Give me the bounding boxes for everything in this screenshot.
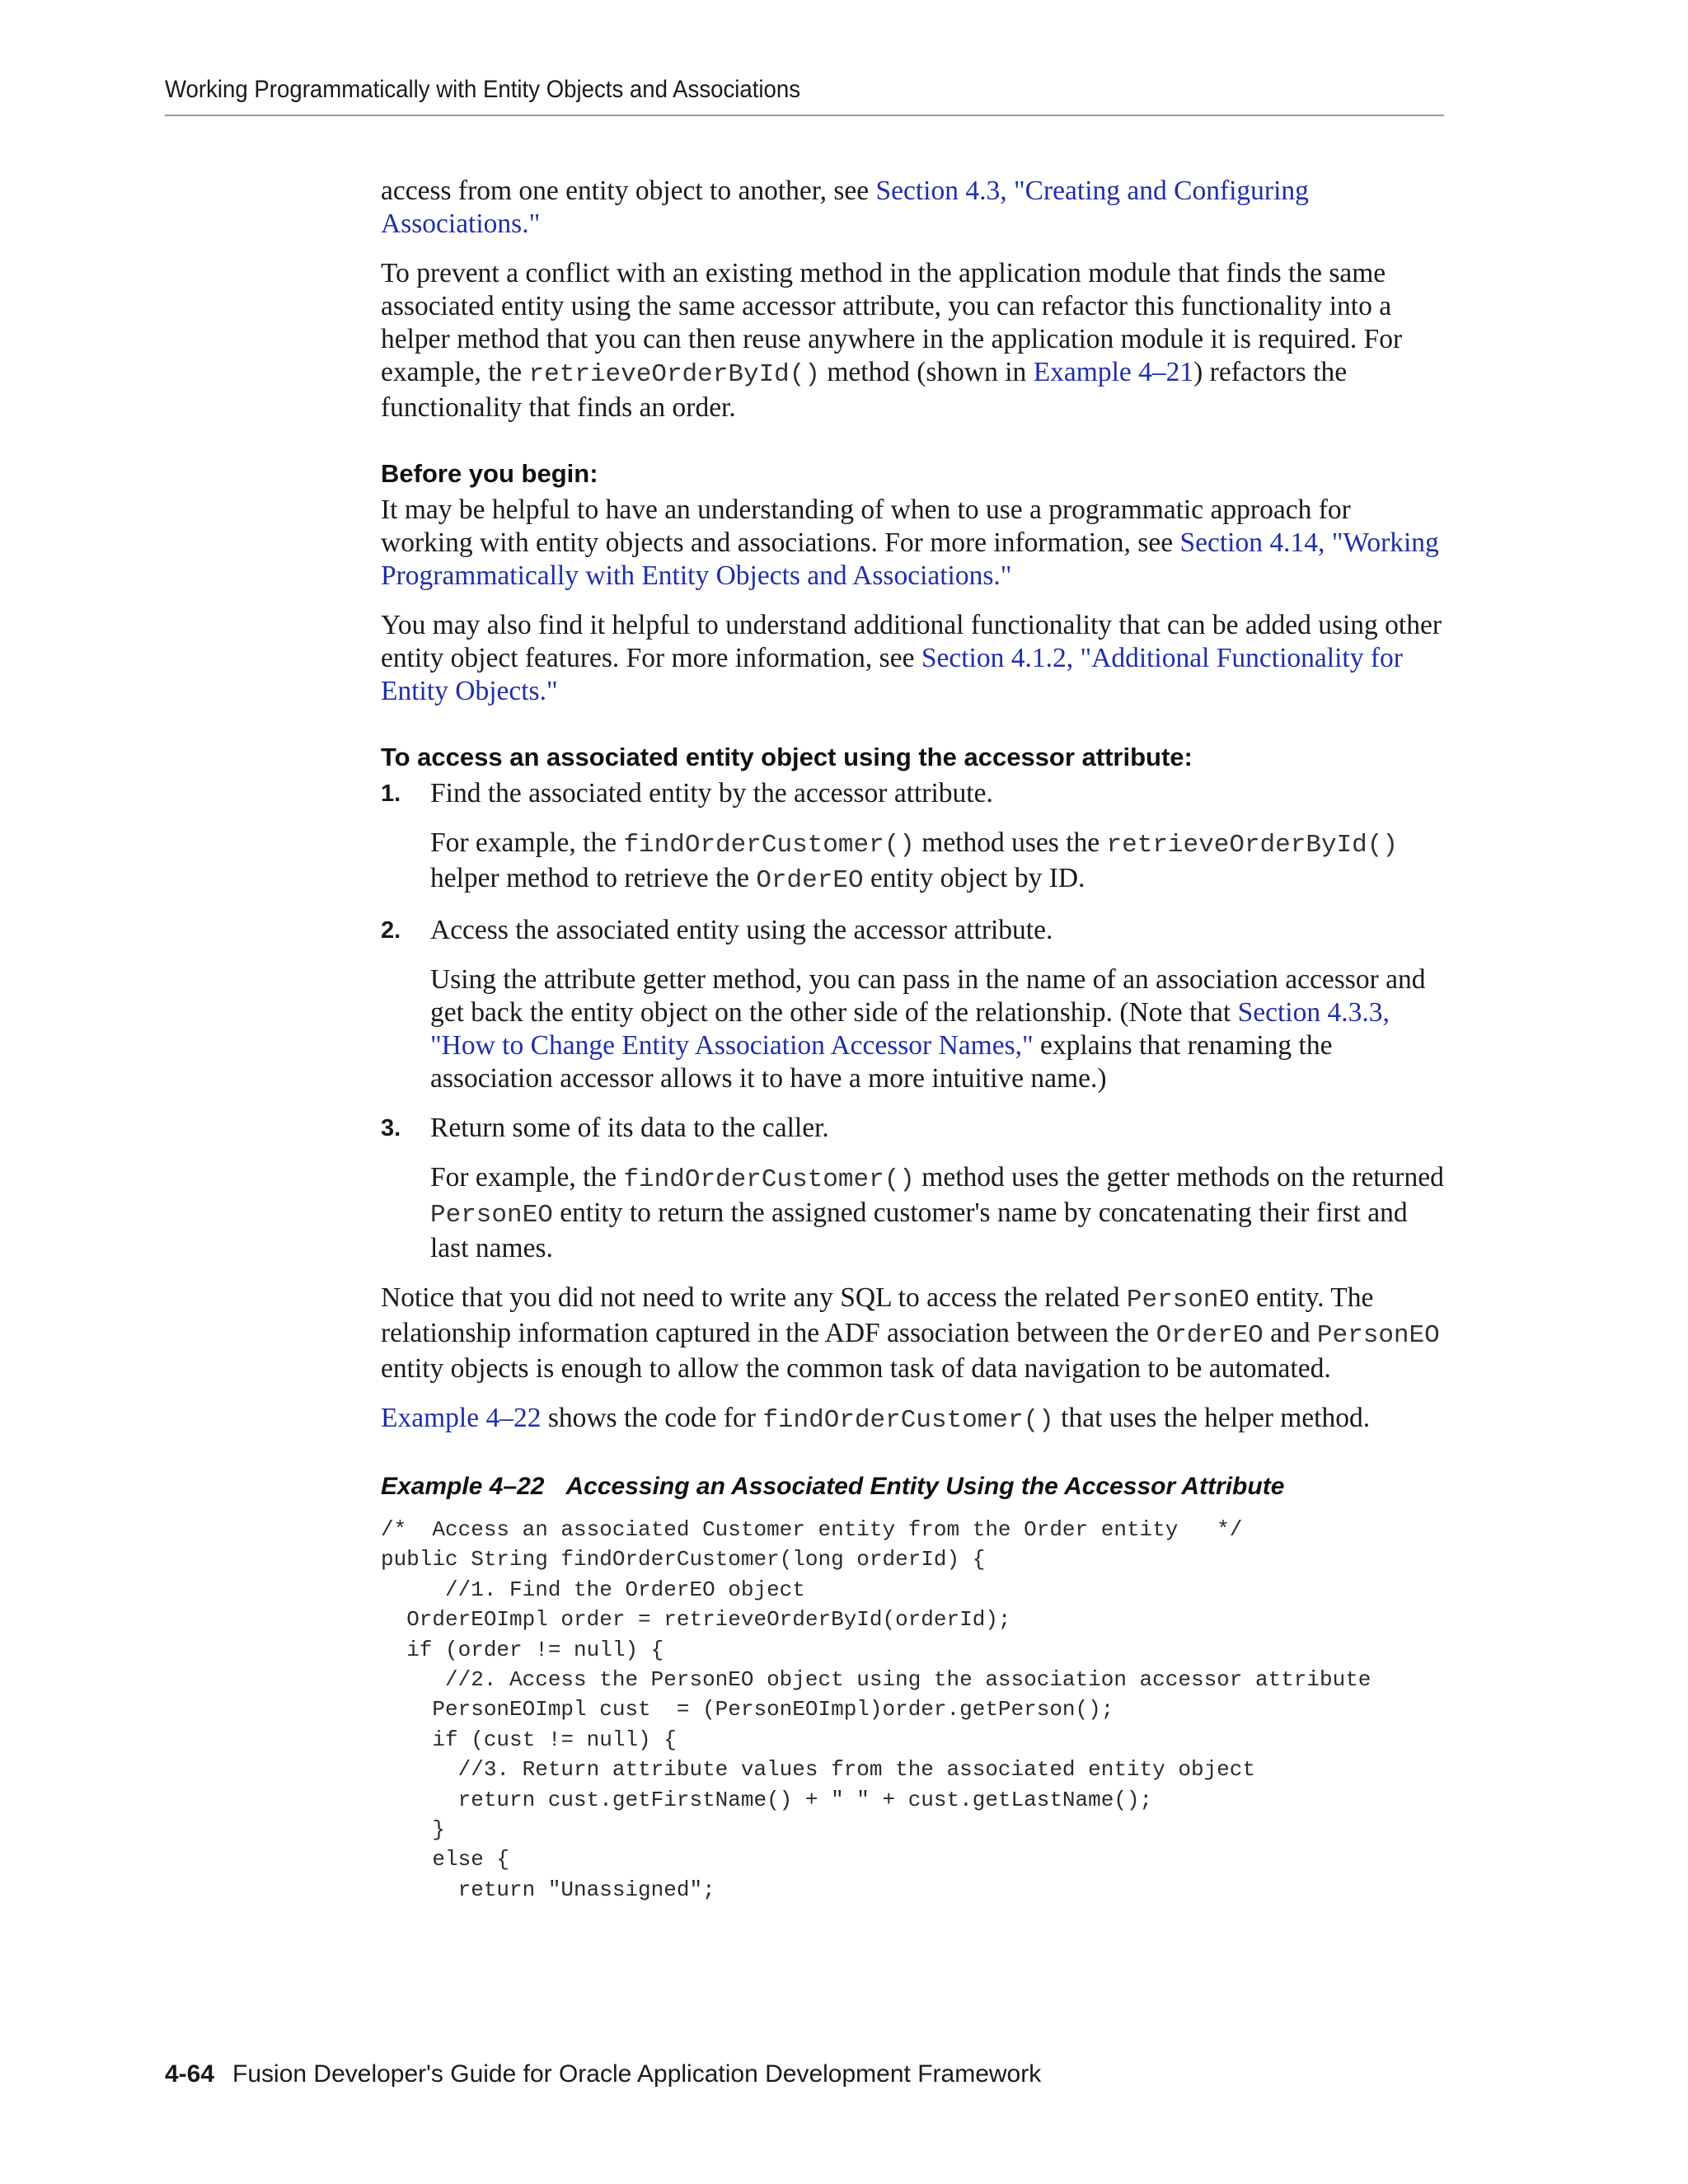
example-label: Example 4–22 [381,1473,545,1500]
step-3-detail-b: method uses the getter methods on the returned [914,1162,1444,1193]
running-header: Working Programmatically with Entity Objects and Associations [165,76,801,103]
step-2-detail-b: explains that renaming the association accessor allows it to have a more intuitive name.) [430,1030,1333,1094]
example-ref-b: that uses the helper method. [1053,1403,1371,1433]
step-3-detail-a: For example, the [430,1162,624,1193]
step-2-detail [430,963,1444,1095]
page-content [381,175,1444,1905]
step-1-text: Find the associated entity by the accessor attribute. [430,778,993,808]
step-2-text: Access the associated entity using the accessor attribute. [430,915,1053,945]
step-1-detail-b: method uses the [914,827,1107,858]
procedure-steps [381,777,1444,1265]
step-1-detail [430,827,1444,898]
example-title [381,1470,1444,1503]
notice-b: entity. The relationship information captured in the ADF association between the [381,1282,1374,1348]
step-3-detail [430,1161,1444,1265]
code-person-eo: PersonEO [1316,1321,1440,1350]
intro-p2-text-b: method (shown in [820,357,1034,387]
code-find-order-customer: findOrderCustomer() [623,1165,915,1194]
before-paragraph-2 [381,609,1444,708]
step-1-number: 1. [381,780,401,807]
header-rule [165,115,1444,116]
step-1-detail-d: entity object by ID. [863,863,1085,893]
intro-p2-text-a: To prevent a conflict with an existing method in the application module that finds the same associated entity using the same accessor attribute, you can refactor this functionality into a helper method that you can then reuse anywhere in the application module it is required. For example, the [381,258,1403,387]
code-order-eo: OrderEO [1156,1321,1264,1350]
example-title-text: Accessing an Associated Entity Using the Accessor Attribute [565,1473,1285,1500]
before-you-begin-heading: Before you begin: [381,459,598,488]
link-example-4-22[interactable]: Example 4–22 [381,1403,542,1433]
procedure-heading: To access an associated entity object using the accessor attribute: [381,743,1193,771]
link-section-4-1-2[interactable]: Section 4.1.2, "Additional Functionality for Entity Objects." [381,643,1403,706]
step-3-detail-c: entity to return the assigned customer's name by concatenating their first and last names. [430,1197,1408,1263]
book-title: Fusion Developer's Guide for Oracle Application Development Framework [232,2060,1042,2088]
step-2-detail-a: Using the attribute getter method, you can pass in the name of an association accessor and get back the entity object on the other side of the relationship. (Note that [430,964,1426,1028]
before-paragraph-1 [381,494,1444,593]
code-retrieve-order-by-id: retrieveOrderById() [1106,831,1398,860]
example-ref-paragraph [381,1402,1444,1437]
code-find-order-customer: findOrderCustomer() [762,1406,1054,1435]
notice-paragraph [381,1282,1444,1385]
step-2-number: 2. [381,917,401,944]
notice-d: entity objects is enough to allow the common task of data navigation to be automated. [381,1353,1331,1384]
intro-p2-text-c: ) refactors the functionality that finds an order. [381,357,1348,423]
code-find-order-customer: findOrderCustomer() [623,831,915,860]
code-retrieve-order-by-id: retrieveOrderById() [528,360,820,389]
link-section-4-3[interactable]: Section 4.3, "Creating and Configuring Associations." [381,176,1309,239]
step-3-text: Return some of its data to the caller. [430,1113,829,1143]
intro-p1-text: access from one entity object to another, see [381,176,876,206]
code-person-eo: PersonEO [430,1201,553,1230]
example-ref-a: shows the code for [541,1403,763,1433]
step-2 [381,914,1444,1095]
code-order-eo: OrderEO [756,866,864,895]
intro-paragraph-2 [381,257,1444,424]
before-p1-text: It may be helpful to have an understanding of when to use a programmatic approach for working with entity objects and associations. For more information, see [381,494,1351,558]
page-footer [165,2060,1041,2088]
notice-c: and [1263,1318,1317,1348]
step-3-number: 3. [381,1115,401,1141]
notice-a: Notice that you did not need to write any SQL to access the related [381,1282,1127,1313]
step-1 [381,777,1444,898]
link-section-4-14[interactable]: Section 4.14, "Working Programmatically with Entity Objects and Associations." [381,527,1439,591]
intro-paragraph-1 [381,175,1444,241]
step-1-detail-a: For example, the [430,827,624,858]
code-person-eo: PersonEO [1126,1286,1250,1315]
page-number: 4-64 [165,2060,215,2088]
link-example-4-21[interactable]: Example 4–21 [1033,357,1194,387]
step-3 [381,1112,1444,1265]
before-p2-text: You may also find it helpful to understand additional functionality that can be added using other entity object features. For more information, see [381,610,1442,673]
code-example-block: /* Access an associated Customer entity from the Order entity */ public String findOrderCustomer(long orderId) { //1. Find the OrderEO object OrderEOImpl order = retrieveOrderById(orderId); if (order != null) { //2. Access the PersonEO object using the association accessor attribute PersonEOImpl cust = (PersonEOImpl)order.getPerson(); if (cust != null) { //3. Return attribute values from the associated entity object return cust.getFirstName() + " " + cust.getLastName(); } else { return "Unassigned"; [381,1517,1372,1902]
link-section-4-3-3[interactable]: Section 4.3.3, "How to Change Entity Association Accessor Names," [430,997,1390,1061]
step-1-detail-c: helper method to retrieve the [430,863,757,893]
